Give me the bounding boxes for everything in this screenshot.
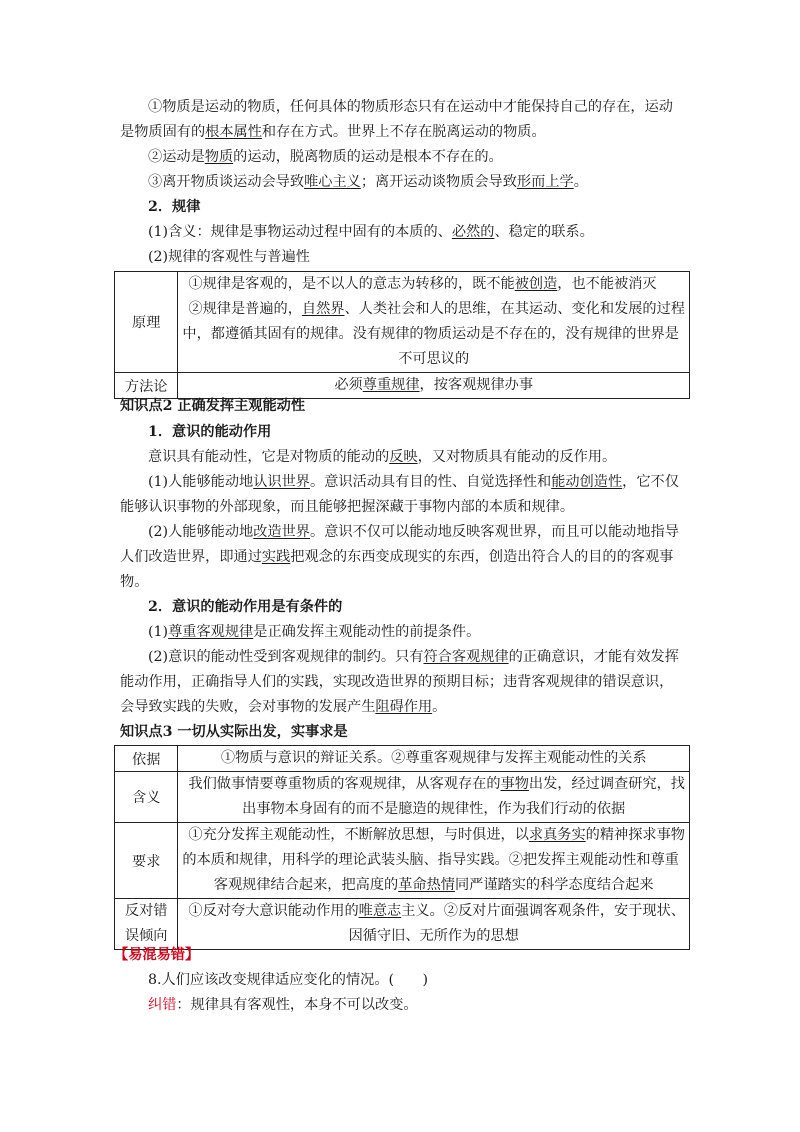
table-row xyxy=(115,899,690,950)
term-underline: 能动创造性 xyxy=(551,474,623,490)
term-underline: 阻碍作用 xyxy=(375,699,433,715)
intro-line-4: ③离开物质谈运动会导致唯心主义；离开运动谈物质会导致形而上学。 xyxy=(148,174,588,190)
term-underline: 改造世界 xyxy=(253,524,310,540)
term-underline: 事物 xyxy=(500,776,529,792)
kp2-para-3-line-1: (2)人能够能动地改造世界。意识不仅可以能动地反映客观世界，而且可以能动地指导 xyxy=(148,524,679,540)
term-underline: 形而上学 xyxy=(516,174,574,190)
correction-label: 纠错 xyxy=(148,997,177,1013)
term-underline: 唯心主义 xyxy=(304,174,361,190)
table-label: 要求 xyxy=(115,823,178,899)
kp2-para-4: (1)尊重客观规律是正确发挥主观能动性的前提条件。 xyxy=(148,624,481,640)
law-heading: 2．规律 xyxy=(148,199,201,215)
kp2-para-2-line-2: 能够认识事物的外部现象，而且能够把握深藏于事物内部的本质和规律。 xyxy=(120,499,575,515)
mistake-correction: 纠错：规律具有客观性，本身不可以改变。 xyxy=(148,997,418,1013)
term-underline: 根本属性 xyxy=(205,124,262,140)
term-underline: 唯意志 xyxy=(358,903,402,919)
table-row xyxy=(115,823,690,899)
kp2-para-5-line-3: 会导致实践的失败，会对事物的发展产生阻碍作用。 xyxy=(120,699,447,715)
table-label: 方法论 xyxy=(115,373,178,399)
table-cell: 必须尊重规律，按客观规律办事 xyxy=(178,373,690,399)
kp2-heading-2: 2．意识的能动作用是有条件的 xyxy=(148,599,343,615)
mistake-heading: 【易混易错】 xyxy=(114,947,200,963)
table-cell: ①规律是客观的，是不以人的意志为转移的，既不能被创造，也不能被消灭 ②规律是普遍的，自然界、人类社会和人的思维，在其运动、变化和发展的过程 中，都遵循其固有的规律。没有规律的物质运动是不存在的，没有规律的世界是 不可思议的 xyxy=(178,272,690,373)
law-subheading: (2)规律的客观性与普遍性 xyxy=(148,249,310,265)
kp2-title: 知识点2 正确发挥主观能动性 xyxy=(120,398,306,414)
kp3-title: 知识点3 一切从实际出发，实事求是 xyxy=(120,724,348,740)
intro-line-1: ①物质是运动的物质，任何具体的物质形态只有在运动中才能保持自己的存在，运动 xyxy=(148,99,673,115)
table-row xyxy=(115,772,690,823)
mistake-question: 8.人们应该改变规律适应变化的情况。( ) xyxy=(148,972,428,988)
kp2-heading-1: 1．意识的能动作用 xyxy=(148,424,272,440)
term-underline: 革命热情 xyxy=(398,877,455,893)
term-underline: 求真务实 xyxy=(528,827,586,843)
intro-line-2: 是物质固有的根本属性和存在方式。世界上不存在脱离运动的物质。 xyxy=(120,124,546,140)
table-label: 原理 xyxy=(115,272,178,373)
term-underline: 尊重规律 xyxy=(362,377,420,393)
law-definition: (1)含义：规律是事物运动过程中固有的本质的、必然的、稳定的联系。 xyxy=(148,224,594,240)
table-label: 含义 xyxy=(115,772,178,823)
term-underline: 反映 xyxy=(389,449,418,465)
table-label: 依据 xyxy=(115,746,178,772)
term-underline: 必然的 xyxy=(451,224,495,240)
table-cell: 我们做事情要尊重物质的客观规律，从客观存在的事物出发，经过调查研究，找 出事物本身固有的而不是臆造的规律性，作为我们行动的依据 xyxy=(178,772,690,823)
term-underline: 物质 xyxy=(204,149,234,165)
kp2-para-5-line-2: 能动作用，正确指导人们的实践，实现改造世界的预期目标；违背客观规律的错误意识， xyxy=(120,674,674,690)
term-underline: 自然界 xyxy=(301,301,345,317)
term-underline: 实践 xyxy=(261,549,291,565)
law-table xyxy=(114,271,690,399)
kp2-para-3-line-3: 物。 xyxy=(120,574,149,590)
intro-line-3: ②运动是物质的运动，脱离物质的运动是根本不存在的。 xyxy=(148,149,503,165)
seek-truth-table xyxy=(114,745,690,950)
table-label: 反对错 误倾向 xyxy=(115,899,178,950)
table-cell: ①反对夸大意识能动作用的唯意志主义。②反对片面强调客观条件，安于现状、 因循守旧、无所作为的思想 xyxy=(178,899,690,950)
table-row xyxy=(115,272,690,373)
kp2-para-5-line-1: (2)意识的能动性受到客观规律的制约。只有符合客观规律的正确意识，才能有效发挥 xyxy=(148,649,679,665)
table-row xyxy=(115,746,690,772)
term-underline: 符合客观规律 xyxy=(423,649,509,665)
table-cell: ①充分发挥主观能动性，不断解放思想，与时俱进，以求真务实的精神探求事物 的本质和规律，用科学的理论武装头脑、指导实践。②把发挥主观能动性和尊重 客观规律结合起来，把高度的革命热情同严谨踏实的科学态度结合起来 xyxy=(178,823,690,899)
table-cell: ①物质与意识的辩证关系。②尊重客观规律与发挥主观能动性的关系 xyxy=(178,746,690,772)
kp2-para-3-line-2: 人们改造世界，即通过实践把观念的东西变成现实的东西，创造出符合人的目的的客观事 xyxy=(120,549,674,565)
kp2-para-2-line-1: (1)人能够能动地认识世界。意识活动具有目的性、自觉选择性和能动创造性，它不仅 xyxy=(148,474,679,490)
term-underline: 认识世界 xyxy=(253,474,310,490)
term-underline: 被创造 xyxy=(514,276,558,292)
term-underline: 尊重客观规律 xyxy=(168,624,254,640)
kp2-para-1: 意识具有能动性，它是对物质的能动的反映，又对物质具有能动的反作用。 xyxy=(148,449,617,465)
